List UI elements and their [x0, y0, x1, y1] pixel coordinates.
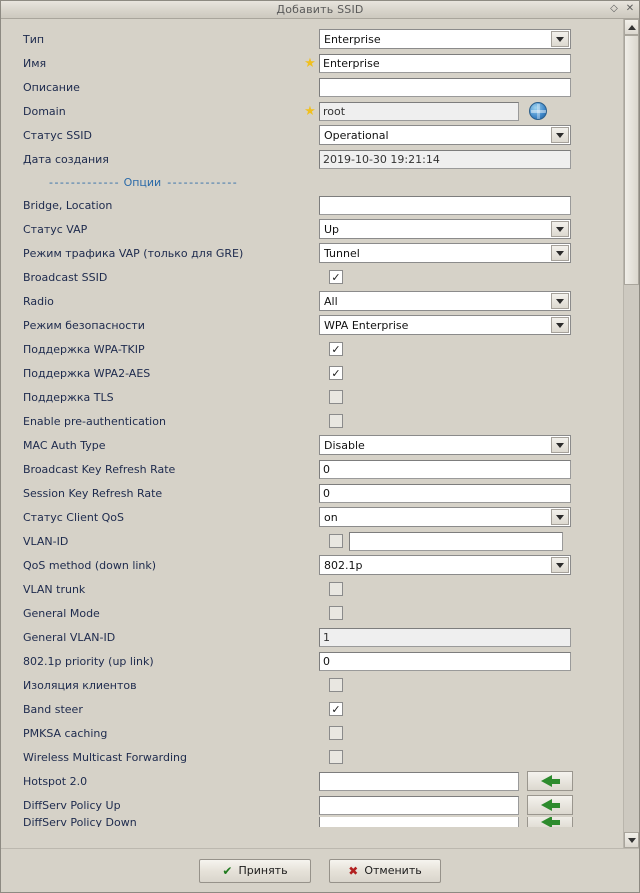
- combo-value: Operational: [324, 128, 389, 142]
- separator-dashes-left: - - - - - - - - - - - - -: [49, 175, 118, 189]
- chevron-down-icon[interactable]: [551, 221, 569, 237]
- vertical-scrollbar[interactable]: [623, 19, 639, 848]
- field-label: Поддержка WPA-TKIP: [23, 342, 145, 356]
- bridge-location-input[interactable]: [319, 196, 571, 215]
- field-row-vap-traffic-mode: [1, 241, 623, 265]
- window-controls: [608, 2, 636, 16]
- accept-button[interactable]: [199, 859, 311, 883]
- required-star-icon: [301, 129, 319, 142]
- general-mode-checkbox[interactable]: [329, 606, 343, 620]
- field-label: Band steer: [23, 702, 83, 716]
- combo-value: WPA Enterprise: [324, 318, 409, 332]
- created-date-value: [319, 150, 571, 169]
- hotspot-2-0-select-button[interactable]: [527, 771, 573, 791]
- required-star-icon: ★: [304, 103, 316, 119]
- dialog-body: [1, 19, 639, 848]
- dialog-footer: [1, 848, 639, 892]
- field-label: Session Key Refresh Rate: [23, 486, 163, 500]
- field-label: DiffServ Policy Up: [23, 798, 121, 812]
- close-icon[interactable]: ✕: [625, 3, 635, 14]
- field-row-diffserv-policy-down: [1, 817, 623, 827]
- required-star-icon: [301, 223, 319, 236]
- required-star-icon: [301, 81, 319, 94]
- section-separator: [1, 171, 623, 193]
- pre-authentication-checkbox[interactable]: [329, 414, 343, 428]
- field-row-domain: [1, 99, 623, 123]
- field-row-session-key-refresh-rate: [1, 481, 623, 505]
- field-row-tip: [1, 27, 623, 51]
- vlan-id-checkbox[interactable]: [329, 534, 343, 548]
- field-row-pmksa-caching: [1, 721, 623, 745]
- required-star-icon: [301, 247, 319, 260]
- field-row-tls: [1, 385, 623, 409]
- field-label: VLAN trunk: [23, 582, 86, 596]
- field-label: Режим трафика VAP (только для GRE): [23, 246, 244, 260]
- combo-value: 802.1p: [324, 558, 363, 572]
- vlan-id-input[interactable]: [349, 532, 563, 551]
- field-label: Поддержка WPA2-AES: [23, 366, 151, 380]
- field-row-client-isolation: [1, 673, 623, 697]
- diffserv-policy-down-input[interactable]: [319, 817, 519, 827]
- required-star-icon: [301, 799, 319, 812]
- field-label: DiffServ Policy Down: [23, 817, 137, 827]
- required-star-icon: [301, 775, 319, 788]
- required-star-icon: [301, 271, 319, 284]
- required-star-icon: [301, 367, 319, 380]
- general-vlan-id-input[interactable]: [319, 628, 571, 647]
- field-label: 802.1p priority (up link): [23, 654, 154, 668]
- window-title: Добавить SSID: [276, 3, 364, 16]
- field-label: Описание: [23, 80, 80, 94]
- combo-value: Tunnel: [324, 246, 360, 260]
- required-star-icon: [301, 153, 319, 166]
- field-label: Статус SSID: [23, 128, 92, 142]
- field-label: Статус VAP: [23, 222, 88, 236]
- field-label: General Mode: [23, 606, 100, 620]
- required-star-icon: ★: [304, 55, 316, 71]
- scroll-down-arrow[interactable]: [624, 832, 639, 848]
- combo-value: All: [324, 294, 338, 308]
- vlan-trunk-checkbox[interactable]: [329, 582, 343, 596]
- field-label: Domain: [23, 104, 66, 118]
- security-mode-combo[interactable]: [319, 315, 571, 335]
- required-star-icon: [301, 463, 319, 476]
- combo-value: Enterprise: [324, 32, 381, 46]
- chevron-down-icon[interactable]: [551, 437, 569, 453]
- required-star-icon: [301, 559, 319, 572]
- field-row-created-date: [1, 147, 623, 171]
- field-row-pre-authentication: [1, 409, 623, 433]
- ssid-status-combo[interactable]: [319, 125, 571, 145]
- wireless-multicast-forwarding-checkbox[interactable]: [329, 750, 343, 764]
- required-star-icon: [301, 199, 319, 212]
- field-label: Enable pre-authentication: [23, 414, 166, 428]
- description-input[interactable]: [319, 78, 571, 97]
- field-row-hotspot-2-0: [1, 769, 623, 793]
- field-row-broadcast-key-refresh-rate: [1, 457, 623, 481]
- dot1p-priority-up-link-input[interactable]: [319, 652, 571, 671]
- separator-dashes-right: - - - - - - - - - - - - -: [167, 175, 236, 189]
- cross-icon: ✖: [348, 863, 359, 878]
- field-label: Radio: [23, 294, 54, 308]
- field-label: Тип: [23, 32, 45, 46]
- tip-combo[interactable]: [319, 29, 571, 49]
- domain-input[interactable]: [319, 102, 519, 121]
- broadcast-key-refresh-rate-input[interactable]: [319, 460, 571, 479]
- ssid-form: [1, 27, 623, 827]
- separator-label: Опции: [123, 175, 162, 189]
- field-row-wireless-multicast-forwarding: [1, 745, 623, 769]
- required-star-icon: [301, 415, 319, 428]
- field-label: VLAN-ID: [23, 534, 69, 548]
- required-star-icon: [301, 631, 319, 644]
- diffserv-policy-up-input[interactable]: [319, 796, 519, 815]
- window-titlebar: [1, 1, 639, 19]
- qos-method-down-link-combo[interactable]: [319, 555, 571, 575]
- field-label: Статус Client QoS: [23, 510, 125, 524]
- chevron-down-icon[interactable]: [551, 509, 569, 525]
- pmksa-caching-checkbox[interactable]: [329, 726, 343, 740]
- chevron-down-icon[interactable]: [551, 557, 569, 573]
- radio-combo[interactable]: [319, 291, 571, 311]
- diffserv-policy-down-select-button[interactable]: [527, 817, 573, 827]
- combo-value: on: [324, 510, 338, 524]
- field-row-dot1p-priority-up-link: [1, 649, 623, 673]
- chevron-down-icon[interactable]: [551, 245, 569, 261]
- required-star-icon: [301, 33, 319, 46]
- field-row-vap-status: [1, 217, 623, 241]
- field-row-diffserv-policy-up: [1, 793, 623, 817]
- scroll-up-arrow[interactable]: [624, 19, 639, 35]
- field-row-mac-auth-type: [1, 433, 623, 457]
- field-row-radio: [1, 289, 623, 313]
- field-row-wpa-tkip: [1, 337, 623, 361]
- field-row-broadcast-ssid: [1, 265, 623, 289]
- band-steer-checkbox[interactable]: ✓: [329, 702, 343, 716]
- required-star-icon: [301, 535, 319, 548]
- required-star-icon: [301, 817, 319, 827]
- name-input[interactable]: [319, 54, 571, 73]
- chevron-down-icon[interactable]: [551, 317, 569, 333]
- required-star-icon: [301, 511, 319, 524]
- client-qos-status-combo[interactable]: [319, 507, 571, 527]
- combo-value: Up: [324, 222, 340, 236]
- required-star-icon: [301, 343, 319, 356]
- field-row-general-vlan-id: [1, 625, 623, 649]
- field-row-qos-method-down-link: [1, 553, 623, 577]
- scrollbar-track[interactable]: [624, 35, 639, 832]
- required-star-icon: [301, 319, 319, 332]
- field-label: Дата создания: [23, 152, 109, 166]
- field-label: Имя: [23, 56, 47, 70]
- required-star-icon: [301, 439, 319, 452]
- required-star-icon: [301, 727, 319, 740]
- field-label: Hotspot 2.0: [23, 774, 88, 788]
- check-icon: ✔: [222, 863, 233, 878]
- cancel-button-label: Отменить: [364, 864, 422, 877]
- cancel-button[interactable]: [329, 859, 441, 883]
- broadcast-ssid-checkbox[interactable]: ✓: [329, 270, 343, 284]
- required-star-icon: [301, 583, 319, 596]
- field-label: Broadcast SSID: [23, 270, 108, 284]
- tls-checkbox[interactable]: [329, 390, 343, 404]
- required-star-icon: [301, 703, 319, 716]
- chevron-down-icon[interactable]: [551, 293, 569, 309]
- field-label: Режим безопасности: [23, 318, 145, 332]
- field-label: General VLAN-ID: [23, 630, 116, 644]
- hotspot-2-0-input[interactable]: [319, 772, 519, 791]
- required-star-icon: [301, 391, 319, 404]
- session-key-refresh-rate-input[interactable]: [319, 484, 571, 503]
- required-star-icon: [301, 655, 319, 668]
- required-star-icon: [301, 679, 319, 692]
- scrollbar-thumb[interactable]: [624, 35, 639, 285]
- field-row-name: [1, 51, 623, 75]
- required-star-icon: [301, 607, 319, 620]
- field-label: Broadcast Key Refresh Rate: [23, 462, 176, 476]
- field-row-client-qos-status: [1, 505, 623, 529]
- field-row-ssid-status: [1, 123, 623, 147]
- field-row-vlan-trunk: [1, 577, 623, 601]
- field-label: Wireless Multicast Forwarding: [23, 750, 187, 764]
- globe-icon[interactable]: [529, 102, 547, 120]
- diffserv-policy-up-select-button[interactable]: [527, 795, 573, 815]
- field-row-wpa2-aes: [1, 361, 623, 385]
- required-star-icon: [301, 487, 319, 500]
- field-label: Поддержка TLS: [23, 390, 114, 404]
- accept-button-label: Принять: [238, 864, 288, 877]
- field-label: PMKSA caching: [23, 726, 108, 740]
- field-row-bridge-location: [1, 193, 623, 217]
- combo-value: Disable: [324, 438, 365, 452]
- client-isolation-checkbox[interactable]: [329, 678, 343, 692]
- vap-traffic-mode-combo[interactable]: [319, 243, 571, 263]
- wpa-tkip-checkbox[interactable]: ✓: [329, 342, 343, 356]
- minimize-icon[interactable]: ◇: [610, 3, 618, 14]
- field-row-general-mode: [1, 601, 623, 625]
- chevron-down-icon[interactable]: [551, 127, 569, 143]
- field-row-description: [1, 75, 623, 99]
- field-label: QoS method (down link): [23, 558, 157, 572]
- field-label: Изоляция клиентов: [23, 678, 137, 692]
- chevron-down-icon[interactable]: [551, 31, 569, 47]
- wpa2-aes-checkbox[interactable]: ✓: [329, 366, 343, 380]
- field-row-band-steer: [1, 697, 623, 721]
- vap-status-combo[interactable]: [319, 219, 571, 239]
- field-label: Bridge, Location: [23, 198, 113, 212]
- required-star-icon: [301, 751, 319, 764]
- field-label: MAC Auth Type: [23, 438, 106, 452]
- required-star-icon: [301, 295, 319, 308]
- field-row-security-mode: [1, 313, 623, 337]
- form-scroll-area: [1, 19, 623, 848]
- mac-auth-type-combo[interactable]: [319, 435, 571, 455]
- field-row-vlan-id: [1, 529, 623, 553]
